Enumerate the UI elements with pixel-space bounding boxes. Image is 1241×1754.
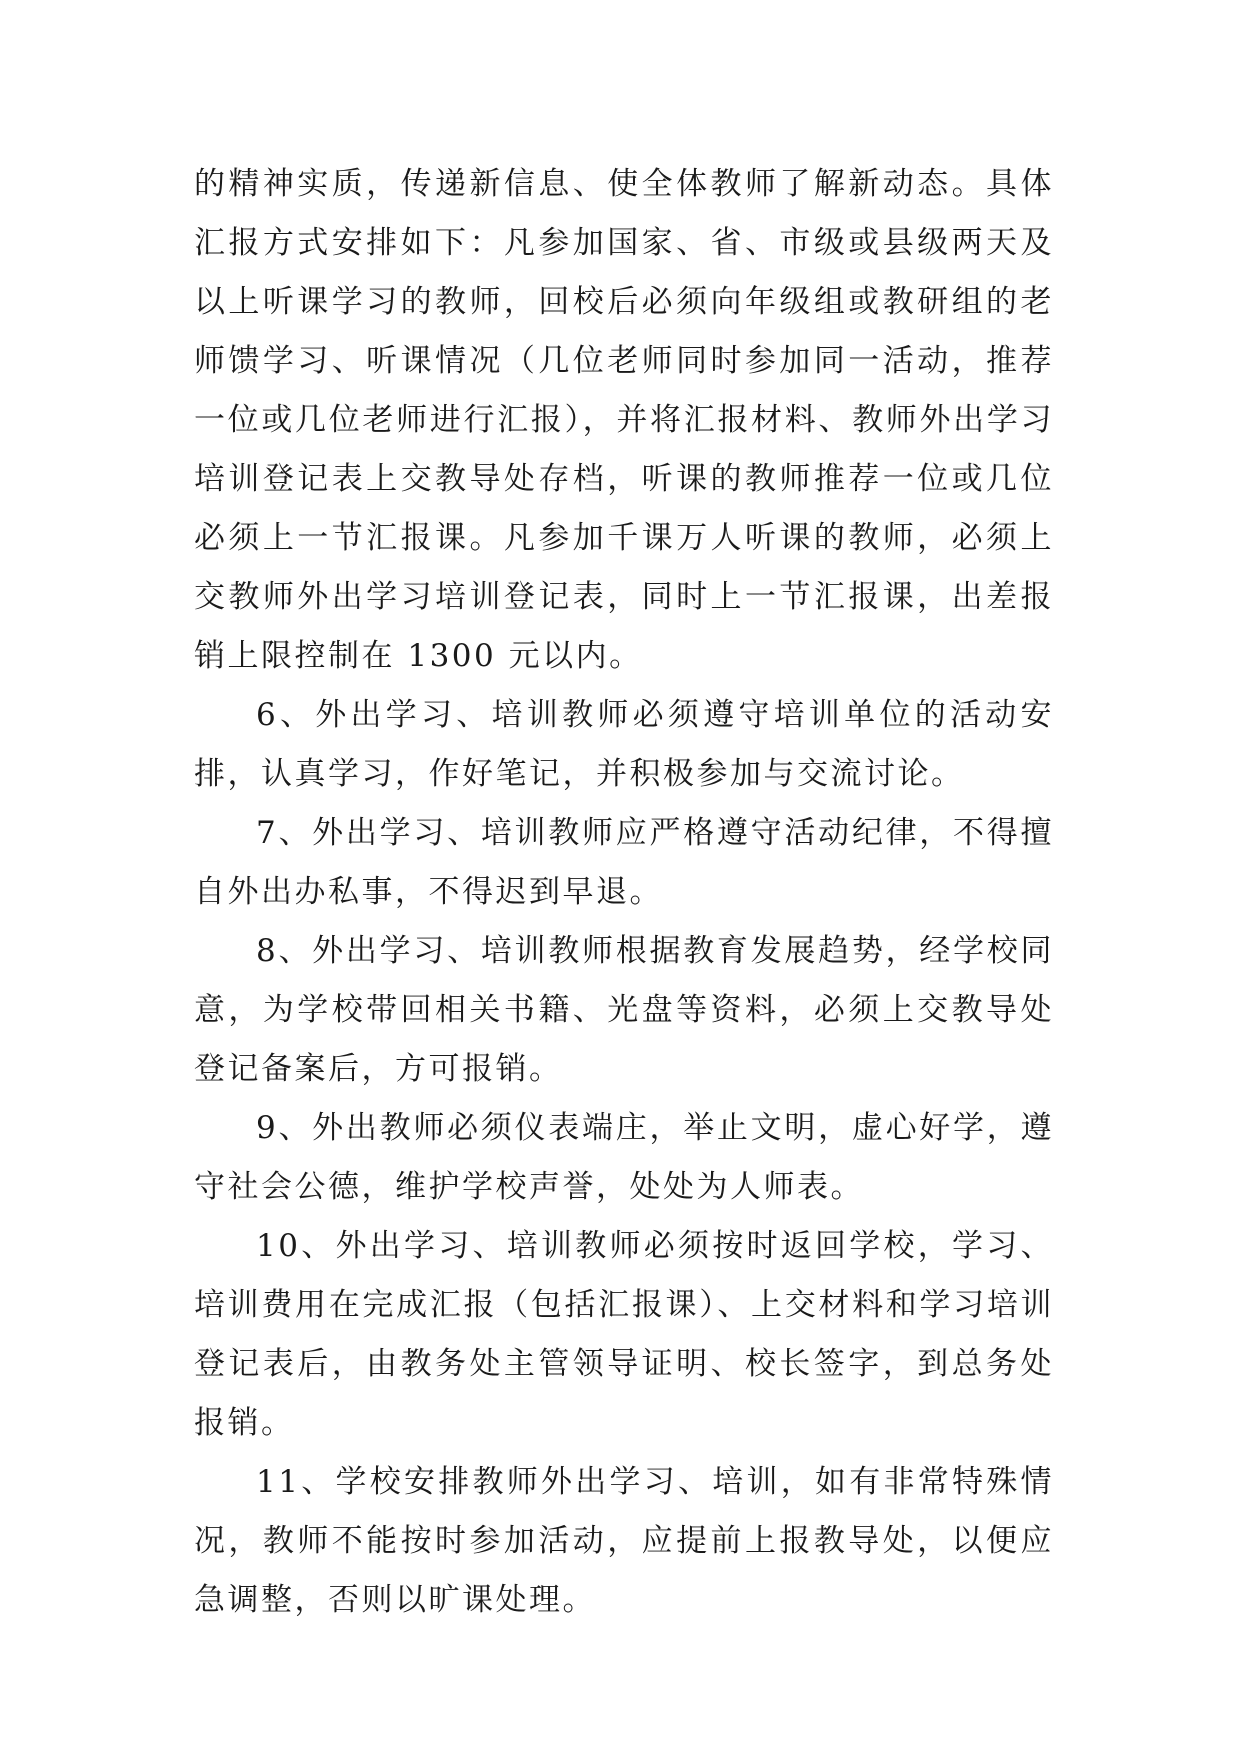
paragraph-item-10: 10、外出学习、培训教师必须按时返回学校，学习、培训费用在完成汇报（包括汇报课）、上交材料和学习培训登记表后，由教务处主管领导证明、校长签字，到总务处报销。 — [194, 1228, 1054, 1441]
paragraph-item-9: 9、外出教师必须仪表端庄，举止文明，虚心好学，遵守社会公德，维护学校声誉，处处为人师表。 — [194, 1110, 1054, 1205]
document-page — [194, 155, 1054, 1630]
paragraph-continuation: 的精神实质，传递新信息、使全体教师了解新动态。具体汇报方式安排如下：凡参加国家、省、市级或县级两天及以上听课学习的教师，回校后必须向年级组或教研组的老师馈学习、听课情况（几位老师同时参加同一活动，推荐一位或几位老师进行汇报），并将汇报材料、教师外出学习培训登记表上交教导处存档，听课的教师推荐一位或几位必须上一节汇报课。凡参加千课万人听课的教师，必须上交教师外出学习培训登记表，同时上一节汇报课，出差报销上限控制在 1300 元以内。 — [194, 166, 1054, 674]
paragraph-item-6: 6、外出学习、培训教师必须遵守培训单位的活动安排，认真学习，作好笔记，并积极参加与交流讨论。 — [194, 697, 1054, 792]
paragraph-item-7: 7、外出学习、培训教师应严格遵守活动纪律，不得擅自外出办私事，不得迟到早退。 — [194, 815, 1054, 910]
paragraph-item-11: 11、学校安排教师外出学习、培训，如有非常特殊情况，教师不能按时参加活动，应提前上报教导处，以便应急调整，否则以旷课处理。 — [194, 1464, 1054, 1618]
paragraph-item-8: 8、外出学习、培训教师根据教育发展趋势，经学校同意，为学校带回相关书籍、光盘等资料，必须上交教导处登记备案后，方可报销。 — [194, 933, 1054, 1087]
